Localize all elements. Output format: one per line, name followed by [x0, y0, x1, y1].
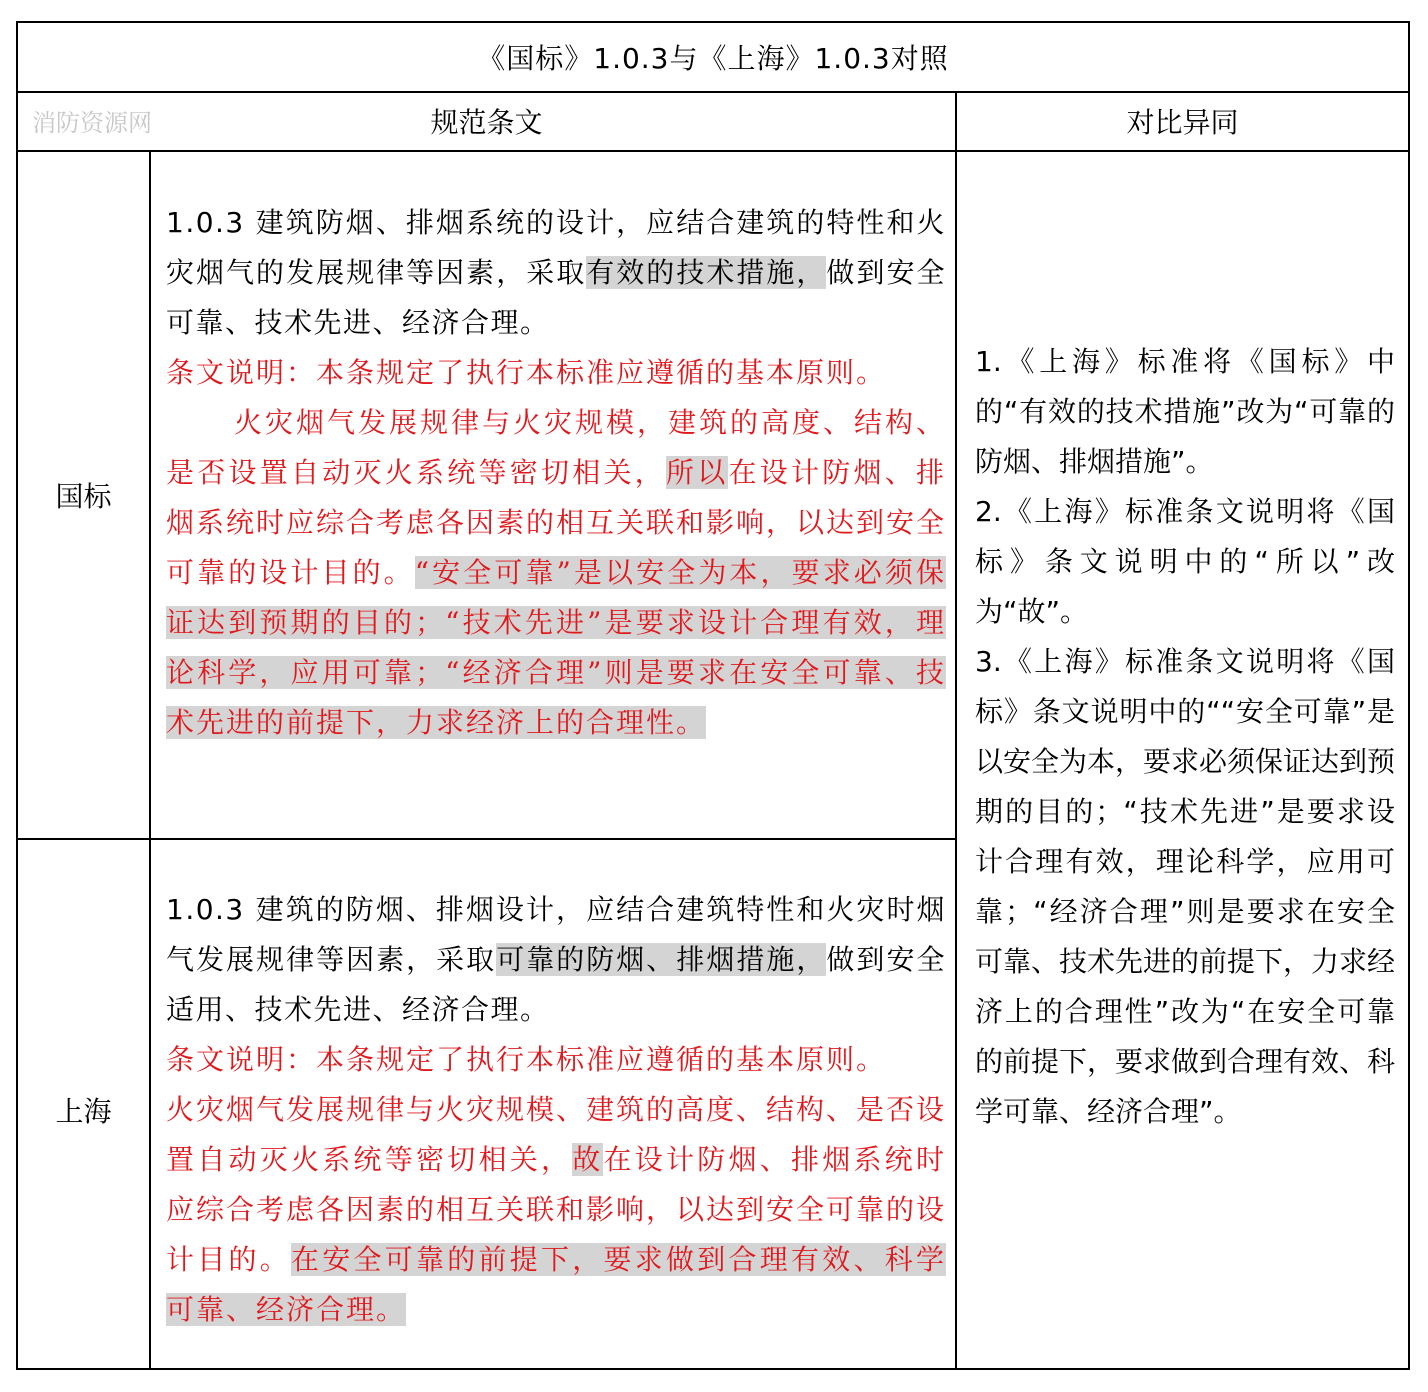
shanghai-note-intro: 条文说明：本条规定了执行本标准应遵循的基本原则。	[166, 1043, 887, 1076]
guobiao-note-highlight-principles: “安全可靠”是以安全为本，要求必须保证达到预期的目的；“技术先进”是要求设计合理有效，理论科学，应用可靠；“经济合理”则是要求在安全可靠、技术先进的前提下，力求经济上的合理性。	[166, 556, 946, 739]
watermark: 消防资源网	[32, 109, 152, 137]
row-label-shanghai: 上海	[55, 1095, 112, 1128]
label-column	[18, 150, 151, 1368]
header-clause-label: 规范条文	[430, 105, 543, 139]
shanghai-note-body-end: 在设计防烟、排烟系统时应综合考虑各因素的相互关联和影响，以达到安全可靠的设计目的。	[166, 1143, 947, 1276]
shanghai-clause-cell	[166, 885, 946, 1335]
guobiao-clause-highlight: 有效的技术措施，	[586, 256, 827, 289]
table-title-text: 《国标》1.0.3与《上海》1.0.3对照	[477, 42, 949, 75]
shanghai-clause-text: 1.0.3 建筑的防烟、排烟设计，应结合建筑特性和火灾时烟气发展规律等因素，采取	[166, 893, 946, 976]
compare-column	[957, 150, 1408, 1368]
clause-column	[151, 150, 957, 1368]
row-divider	[18, 838, 957, 840]
comparison-table	[16, 21, 1410, 1370]
table-header-row	[18, 91, 1408, 152]
header-compare-cell	[957, 91, 1408, 150]
shanghai-clause-text-end: 做到安全适用、技术先进、经济合理。	[166, 943, 946, 1026]
compare-item-2: 2.《上海》标准条文说明将《国标》条文说明中的“所以”改为“故”。	[975, 495, 1395, 628]
header-clause-cell	[18, 91, 957, 150]
guobiao-clause-text-end: 做到安全可靠、技术先进、经济合理。	[166, 256, 946, 339]
shanghai-note-highlight-gu: 故	[572, 1143, 604, 1176]
guobiao-clause-cell	[166, 198, 946, 748]
shanghai-clause-highlight: 可靠的防烟、排烟措施，	[496, 943, 827, 976]
shanghai-note-body: 火灾烟气发展规律与火灾规模、建筑的高度、结构、是否设置自动灭火系统等密切相关，	[166, 1093, 947, 1176]
shanghai-note-highlight-principles: 在安全可靠的前提下，要求做到合理有效、科学可靠、经济合理。	[166, 1243, 946, 1326]
compare-item-1: 1.《上海》标准将《国标》中的“有效的技术措施”改为“可靠的防烟、排烟措施”。	[975, 345, 1395, 478]
table-title	[18, 23, 1408, 93]
table-body	[18, 150, 1408, 1368]
guobiao-clause-text: 1.0.3 建筑防烟、排烟系统的设计，应结合建筑的特性和火灾烟气的发展规律等因素，采取	[166, 206, 946, 289]
row-label-guobiao: 国标	[55, 480, 112, 513]
guobiao-note-body: 火灾烟气发展规律与火灾规模，建筑的高度、结构、是否设置自动灭火系统等密切相关，	[166, 406, 946, 489]
compare-text	[975, 337, 1395, 1137]
compare-item-3: 3.《上海》标准条文说明将《国标》条文说明中的““安全可靠”是以安全为本，要求必须保证达到预期的目的；“技术先进”是要求设计合理有效，理论科学，应用可靠；“经济合理”则是要求在安全可靠、技术先进的前提下，力求经济上的合理性”改为“在安全可靠的前提下，要求做到合理有效、科学可靠、经济合理”。	[975, 645, 1396, 1128]
header-compare-label: 对比异同	[1126, 105, 1239, 139]
guobiao-note-highlight-suoyi: 所以	[665, 456, 729, 489]
guobiao-note-intro: 条文说明：本条规定了执行本标准应遵循的基本原则。	[166, 356, 887, 389]
guobiao-note-body-end: 在设计防烟、排烟系统时应综合考虑各因素的相互关联和影响，以达到安全可靠的设计目的。	[166, 456, 947, 589]
